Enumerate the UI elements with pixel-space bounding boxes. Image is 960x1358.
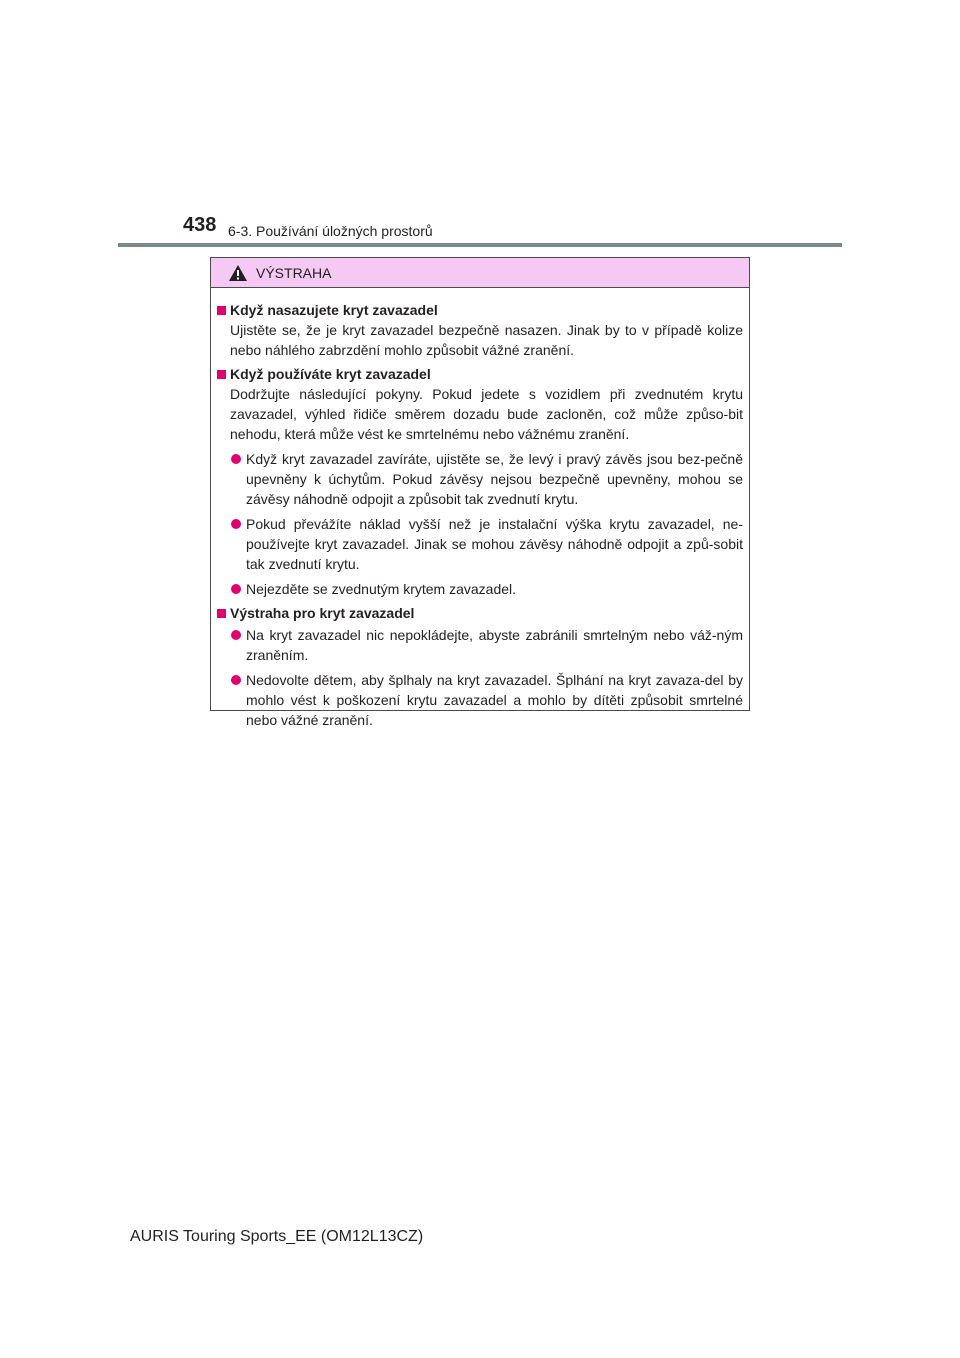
round-bullet-icon bbox=[231, 454, 241, 464]
bullet-item bbox=[230, 625, 743, 665]
square-bullet-icon bbox=[217, 306, 226, 315]
bullet-text: Když kryt zavazadel zavíráte, ujistěte se, že levý i pravý závěs jsou bez-pečně upevněny k úchytům. Pokud závěsy nejsou bezpečně upevněny, mohou se závěsy náhodně odpojit a způsobit tak zvednutí krytu. bbox=[246, 451, 743, 507]
warning-box bbox=[210, 257, 750, 728]
warning-section bbox=[217, 603, 743, 730]
warning-body bbox=[211, 288, 749, 730]
section-paragraph: Ujistěte se, že je kryt zavazadel bezpečně nasazen. Jinak by to v případě kolize nebo náhlého zabrzdění mohlo způsobit vážné zranění. bbox=[230, 322, 743, 358]
bullet-item bbox=[230, 449, 743, 509]
footer-text: AURIS Touring Sports_EE (OM12L13CZ) bbox=[130, 1228, 424, 1245]
warning-section bbox=[217, 300, 743, 360]
section-heading-text: Když nasazujete kryt zavazadel bbox=[230, 302, 438, 318]
section-heading bbox=[217, 300, 743, 320]
section-heading-text: Když používáte kryt zavazadel bbox=[230, 366, 431, 382]
section-heading-text: Výstraha pro kryt zavazadel bbox=[230, 605, 415, 621]
bullet-item bbox=[230, 670, 743, 730]
bullet-item bbox=[230, 579, 743, 599]
round-bullet-icon bbox=[231, 630, 241, 640]
square-bullet-icon bbox=[217, 370, 226, 379]
page-number: 438 bbox=[183, 214, 217, 236]
warning-section bbox=[217, 364, 743, 599]
warning-title: VÝSTRAHA bbox=[256, 265, 332, 281]
round-bullet-icon bbox=[231, 584, 241, 594]
round-bullet-icon bbox=[231, 675, 241, 685]
section-heading bbox=[217, 364, 743, 384]
bullet-text: Nedovolte dětem, aby šplhaly na kryt zavazadel. Šplhání na kryt zavaza-del by mohlo vést k poškození krytu zavazadel a mohlo by dítěti způsobit smrtelné nebo vážné zranění. bbox=[246, 672, 743, 728]
round-bullet-icon bbox=[231, 519, 241, 529]
warning-triangle-icon bbox=[228, 264, 248, 282]
bullet-text: Na kryt zavazadel nic nepokládejte, abyste zabránili smrtelným nebo váž-ným zraněním. bbox=[246, 627, 743, 663]
bullet-text: Nejezděte se zvednutým krytem zavazadel. bbox=[246, 581, 517, 597]
section-paragraph: Dodržujte následující pokyny. Pokud jedete s vozidlem při zvednutém krytu zavazadel, výhled řidiče směrem dozadu bude zacloněn, což může způso-bit nehodu, která může vést ke smrtelnému nebo vážnému zranění. bbox=[230, 386, 743, 442]
bullet-text: Pokud převážíte náklad vyšší než je instalační výška krytu zavazadel, ne-používejte kryt zavazadel. Jinak se mohou závěsy náhodně odpojit a způ-sobit tak zvednutí krytu. bbox=[246, 516, 743, 572]
section-title: 6-3. Používání úložných prostorů bbox=[228, 223, 433, 239]
bullet-item bbox=[230, 514, 743, 574]
section-heading bbox=[217, 603, 743, 623]
square-bullet-icon bbox=[217, 609, 226, 618]
header-rule bbox=[118, 243, 842, 247]
warning-header bbox=[211, 258, 749, 288]
